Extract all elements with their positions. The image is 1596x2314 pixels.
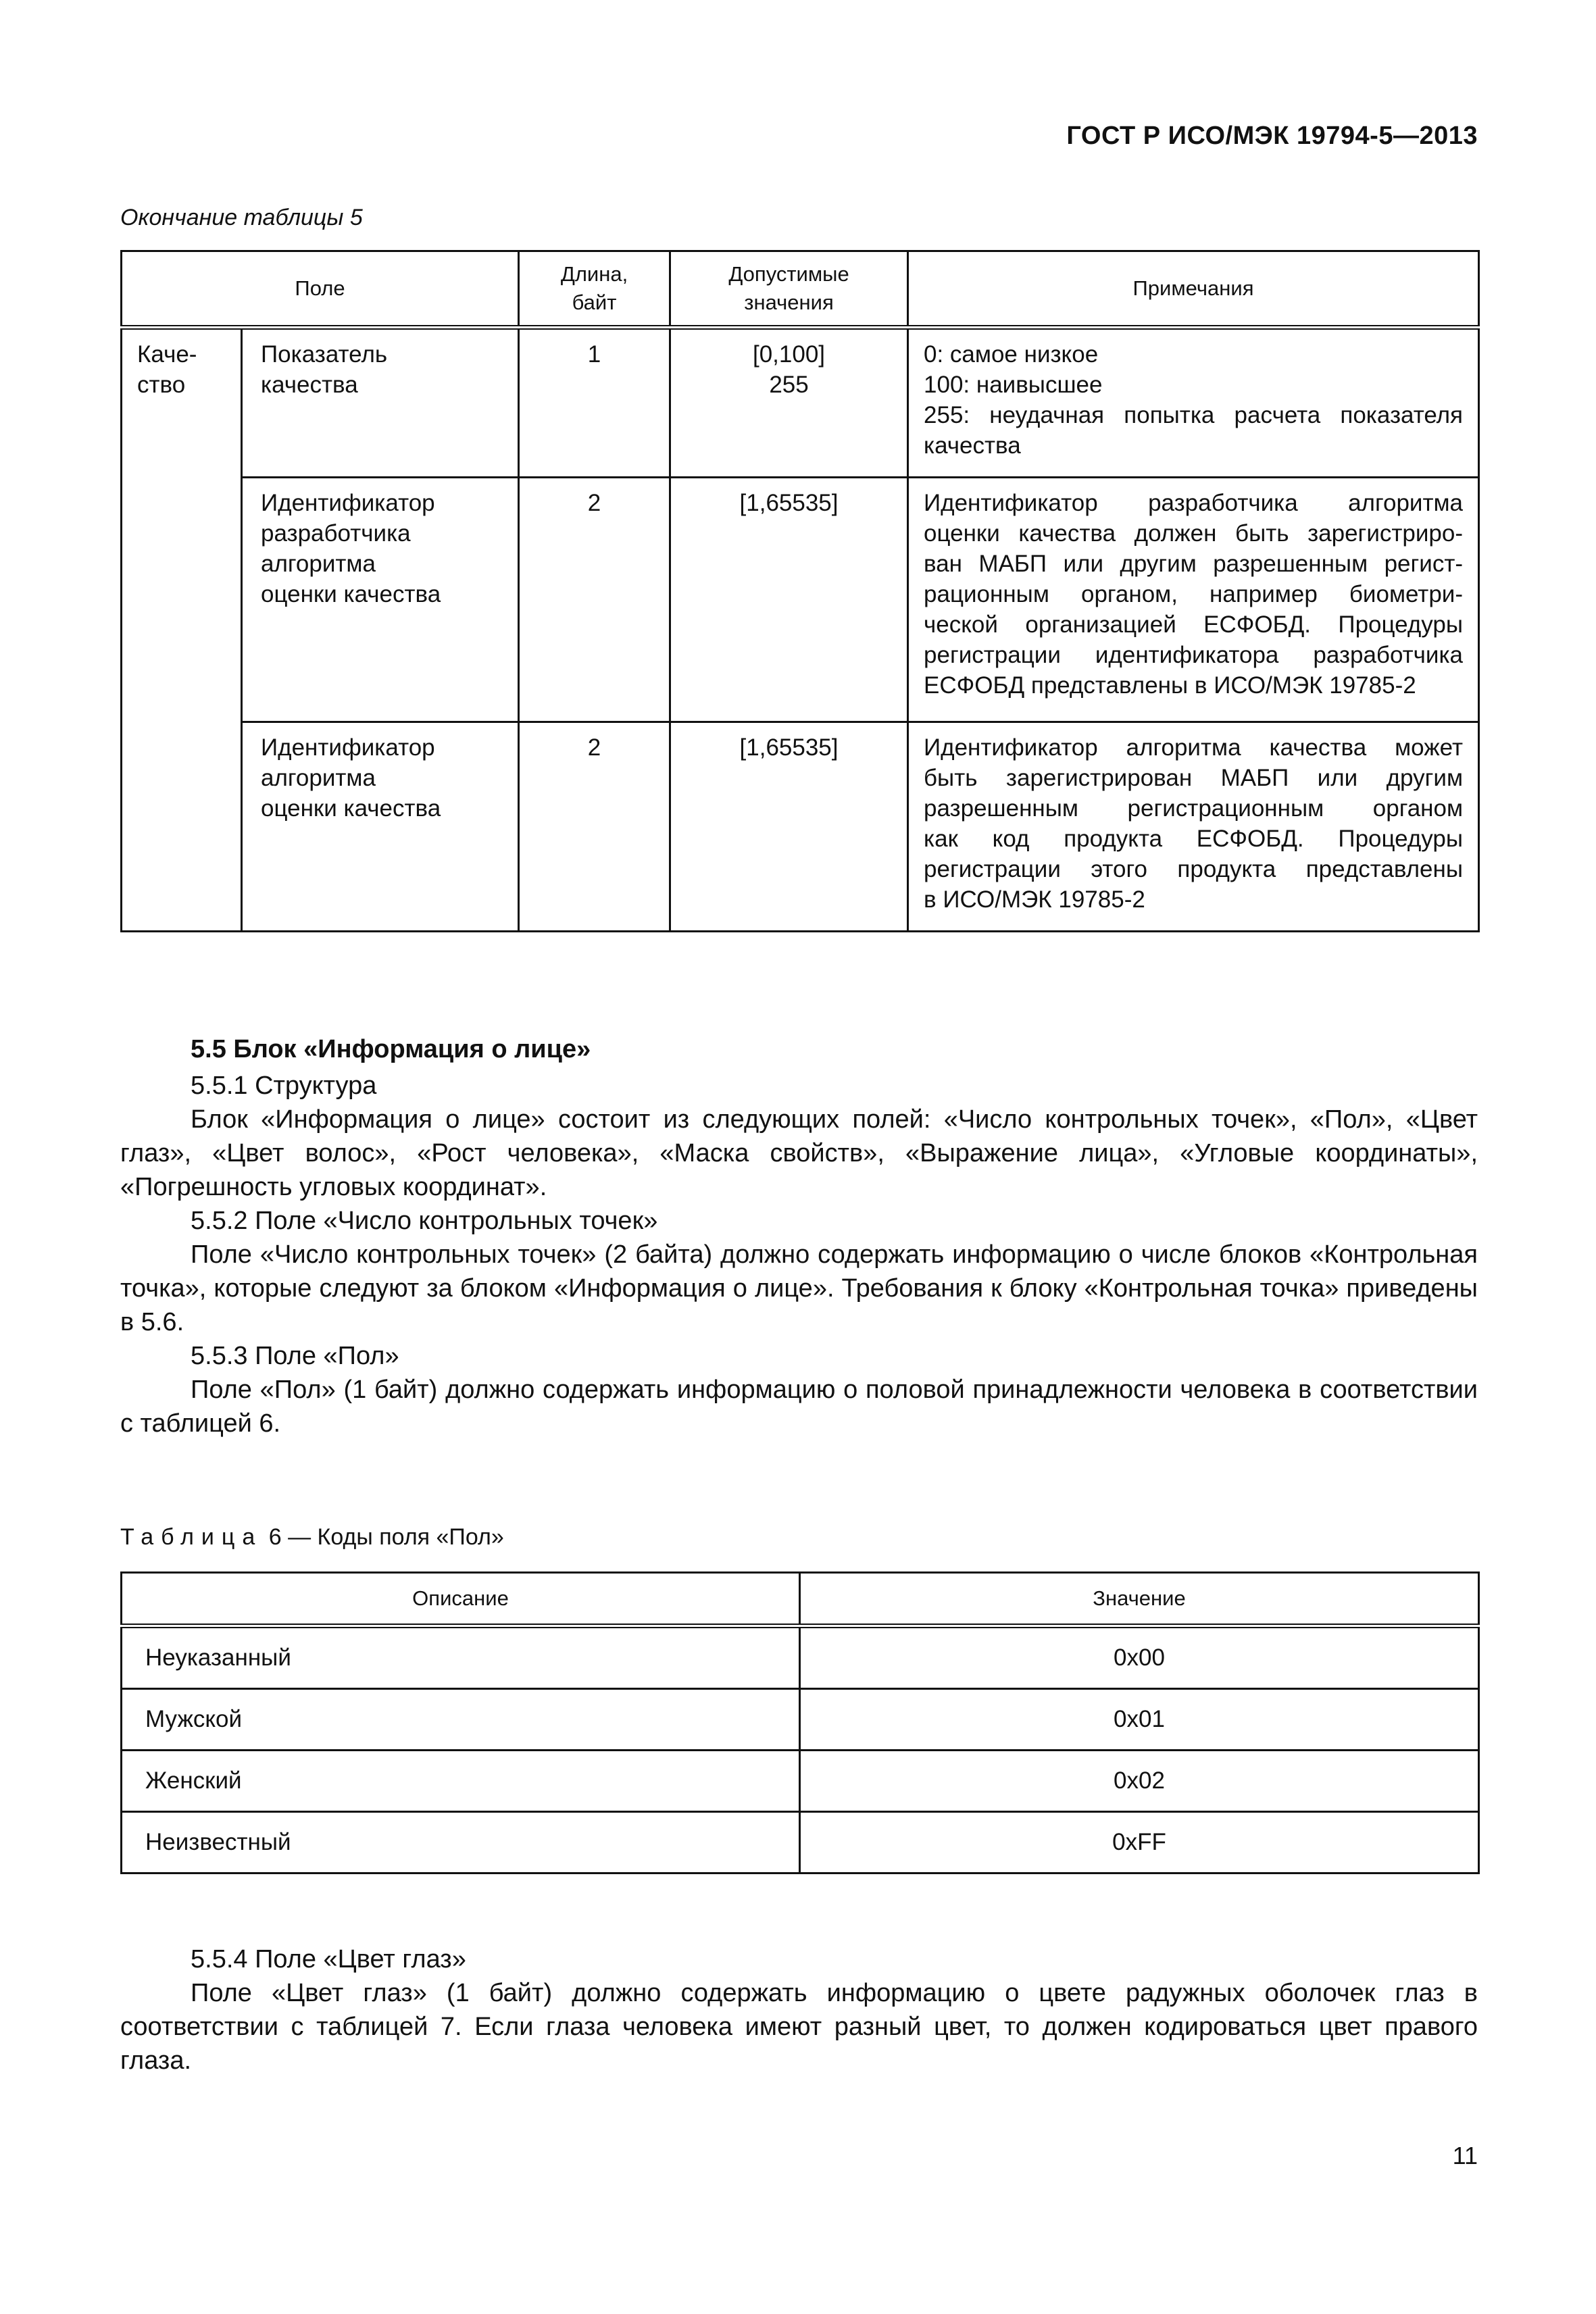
table6-caption: Таблица 6 — Коды поля «Пол» bbox=[120, 1524, 504, 1550]
table-row bbox=[122, 1812, 1479, 1873]
table-row bbox=[122, 1751, 1479, 1812]
section-5-5 bbox=[120, 1032, 1478, 1440]
paragraph: Поле «Цвет глаз» (1 байт) должно содержать информацию о цвете радужных оболочек глаз в соответствии с таблицей 7. Если глаза человека имеют разный цвет, то должен кодироваться цвет правого глаза. bbox=[120, 1979, 1478, 2075]
gender-description: Женский bbox=[122, 1751, 800, 1812]
gender-code: 0x01 bbox=[800, 1689, 1479, 1751]
document-code: ГОСТ Р ИСО/МЭК 19794-5—2013 bbox=[1066, 122, 1478, 150]
col-header-description: Описание bbox=[122, 1573, 800, 1626]
gender-description: Неизвестный bbox=[122, 1812, 800, 1873]
subsection-title: 5.5.2 Поле «Число контрольных точек» bbox=[191, 1207, 658, 1235]
field-length: 2 bbox=[519, 722, 670, 932]
field-notes: Идентификатор алгоритма качества может быть зарегистрирован МАБП или другим разрешенным регистрационным органом как код продукта ЕСФОБД. Процедуры регистрации этого продукта представлены в ИСО/МЭК 19785-2 bbox=[908, 722, 1479, 932]
paragraph: Поле «Число контрольных точек» (2 байта) должно содержать информацию о числе блоков «Контрольная точка», которые следуют за блоком «Информация о лице». Требования к блоку «Контрольная точка» приведены в 5.6. bbox=[120, 1240, 1478, 1336]
field-values: [1,65535] bbox=[670, 722, 908, 932]
field-name: Идентификатор алгоритма оценки качества bbox=[242, 722, 519, 932]
gender-code: 0xFF bbox=[800, 1812, 1479, 1873]
field-values: [0,100] 255 bbox=[670, 328, 908, 478]
subsection-title: 5.5.3 Поле «Пол» bbox=[191, 1342, 399, 1370]
table-row bbox=[122, 1689, 1479, 1751]
paragraph: Поле «Пол» (1 байт) должно содержать информацию о половой принадлежности человека в соответствии с таблицей 6. bbox=[120, 1376, 1478, 1438]
field-values: [1,65535] bbox=[670, 478, 908, 722]
col-header-values: Допустимые значения bbox=[670, 251, 908, 328]
field-name: Идентификатор разработчика алгоритма оценки качества bbox=[242, 478, 519, 722]
field-length: 1 bbox=[519, 328, 670, 478]
field-name: Показатель качества bbox=[242, 328, 519, 478]
col-header-value: Значение bbox=[800, 1573, 1479, 1626]
section-5-5-4 bbox=[120, 1942, 1478, 2078]
field-length: 2 bbox=[519, 478, 670, 722]
group-label: Каче- ство bbox=[122, 328, 242, 932]
table-6 bbox=[120, 1571, 1480, 1874]
gender-description: Неуказанный bbox=[122, 1626, 800, 1689]
gender-code: 0x02 bbox=[800, 1751, 1479, 1812]
paragraph: Блок «Информация о лице» состоит из следующих полей: «Число контрольных точек», «Пол», «Цвет глаз», «Цвет волос», «Рост человека», «Маска свойств», «Выражение лица», «Угловые координаты», «Погрешность угловых координат». bbox=[120, 1105, 1478, 1201]
page-number: 11 bbox=[1452, 2142, 1478, 2169]
gender-code: 0x00 bbox=[800, 1626, 1479, 1689]
section-heading: 5.5 Блок «Информация о лице» bbox=[191, 1035, 591, 1063]
table5-header-row bbox=[122, 251, 1479, 328]
table6-header-row bbox=[122, 1573, 1479, 1626]
table-row bbox=[122, 478, 1479, 722]
field-notes: 0: самое низкое 100: наивысшее 255: неудачная попытка расчета показателя качества bbox=[908, 328, 1479, 478]
field-notes: Идентификатор разработчика алгоритма оценки качества должен быть зарегистриро- ван МАБП или другим разрешенным регист- рационным органом, например биометри- ческой организацией ЕСФОБД. Процедуры регистрации идентификатора разработчика ЕСФОБД представлены в ИСО/МЭК 19785-2 bbox=[908, 478, 1479, 722]
subsection-title: 5.5.4 Поле «Цвет глаз» bbox=[191, 1945, 466, 1973]
table-5 bbox=[120, 250, 1480, 932]
table-row bbox=[122, 722, 1479, 932]
col-header-notes: Примечания bbox=[908, 251, 1479, 328]
table-row bbox=[122, 1626, 1479, 1689]
subsection-title: 5.5.1 Структура bbox=[191, 1072, 377, 1100]
table-row bbox=[122, 328, 1479, 478]
col-header-length: Длина, байт bbox=[519, 251, 670, 328]
col-header-field: Поле bbox=[122, 251, 519, 328]
gender-description: Мужской bbox=[122, 1689, 800, 1751]
table5-caption: Окончание таблицы 5 bbox=[120, 205, 363, 230]
